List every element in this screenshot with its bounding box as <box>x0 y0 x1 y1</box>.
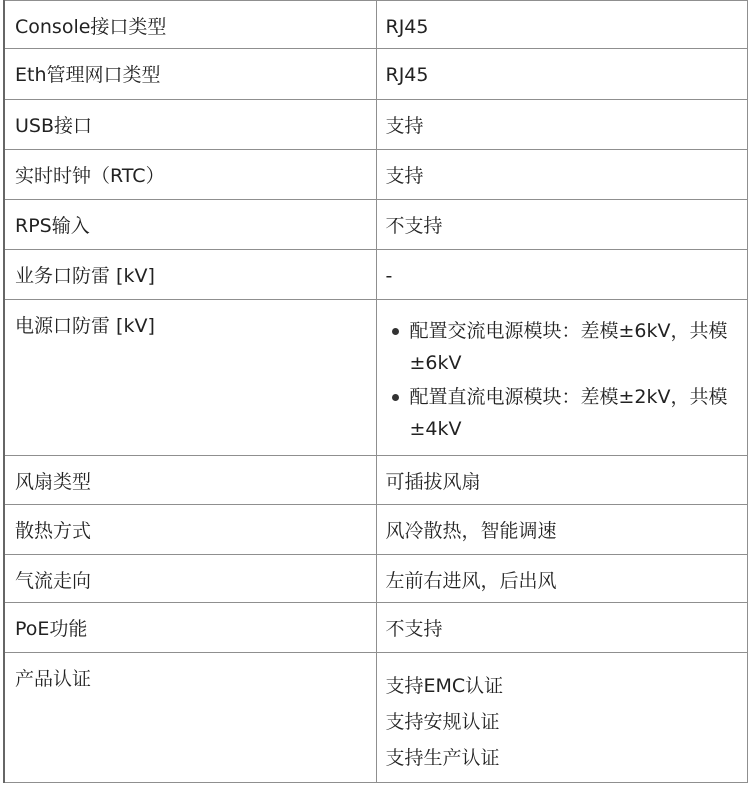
row-label: 气流走向 <box>4 555 376 603</box>
row-value: 左前右进风，后出风 <box>376 555 747 603</box>
list-item: 支持生产认证 <box>385 747 500 769</box>
bullet-list <box>386 315 747 445</box>
row-label: 业务口防雷 [kV] <box>4 250 376 300</box>
row-value: - <box>376 250 747 300</box>
table-row <box>4 100 747 150</box>
list-item: 支持安规认证 <box>385 711 500 733</box>
row-value: RJ45 <box>376 1 747 49</box>
row-value: 支持 <box>376 150 747 200</box>
table-row <box>4 456 747 505</box>
row-label: 散热方式 <box>4 505 376 555</box>
row-value <box>376 300 747 456</box>
table-row <box>4 603 747 653</box>
list-item: 配置交流电源模块：差模±6kV，共模±6kV <box>386 315 747 379</box>
row-label: 产品认证 <box>4 653 376 783</box>
table-row <box>4 505 747 555</box>
table-row <box>4 200 747 250</box>
row-label: Eth管理网口类型 <box>4 49 376 100</box>
spec-table <box>3 0 748 783</box>
row-value: 不支持 <box>376 200 747 250</box>
row-label: 实时时钟（RTC） <box>4 150 376 200</box>
table-row <box>4 653 747 783</box>
table-row <box>4 250 747 300</box>
row-label: 电源口防雷 [kV] <box>4 300 376 456</box>
row-label: USB接口 <box>4 100 376 150</box>
table-row <box>4 49 747 100</box>
row-value: 不支持 <box>376 603 747 653</box>
table-row <box>4 1 747 49</box>
row-value: 风冷散热，智能调速 <box>376 505 747 555</box>
row-value: 可插拔风扇 <box>376 456 747 505</box>
row-value: 支持 <box>376 100 747 150</box>
table-row <box>4 300 747 456</box>
row-label: PoE功能 <box>4 603 376 653</box>
row-label: Console接口类型 <box>4 1 376 49</box>
list-item: 配置直流电源模块：差模±2kV，共模±4kV <box>386 381 747 445</box>
row-label: RPS输入 <box>4 200 376 250</box>
row-value <box>376 653 747 783</box>
table-row <box>4 555 747 603</box>
list-item: 支持EMC认证 <box>385 675 504 697</box>
table-row <box>4 150 747 200</box>
row-label: 风扇类型 <box>4 456 376 505</box>
row-value: RJ45 <box>376 49 747 100</box>
